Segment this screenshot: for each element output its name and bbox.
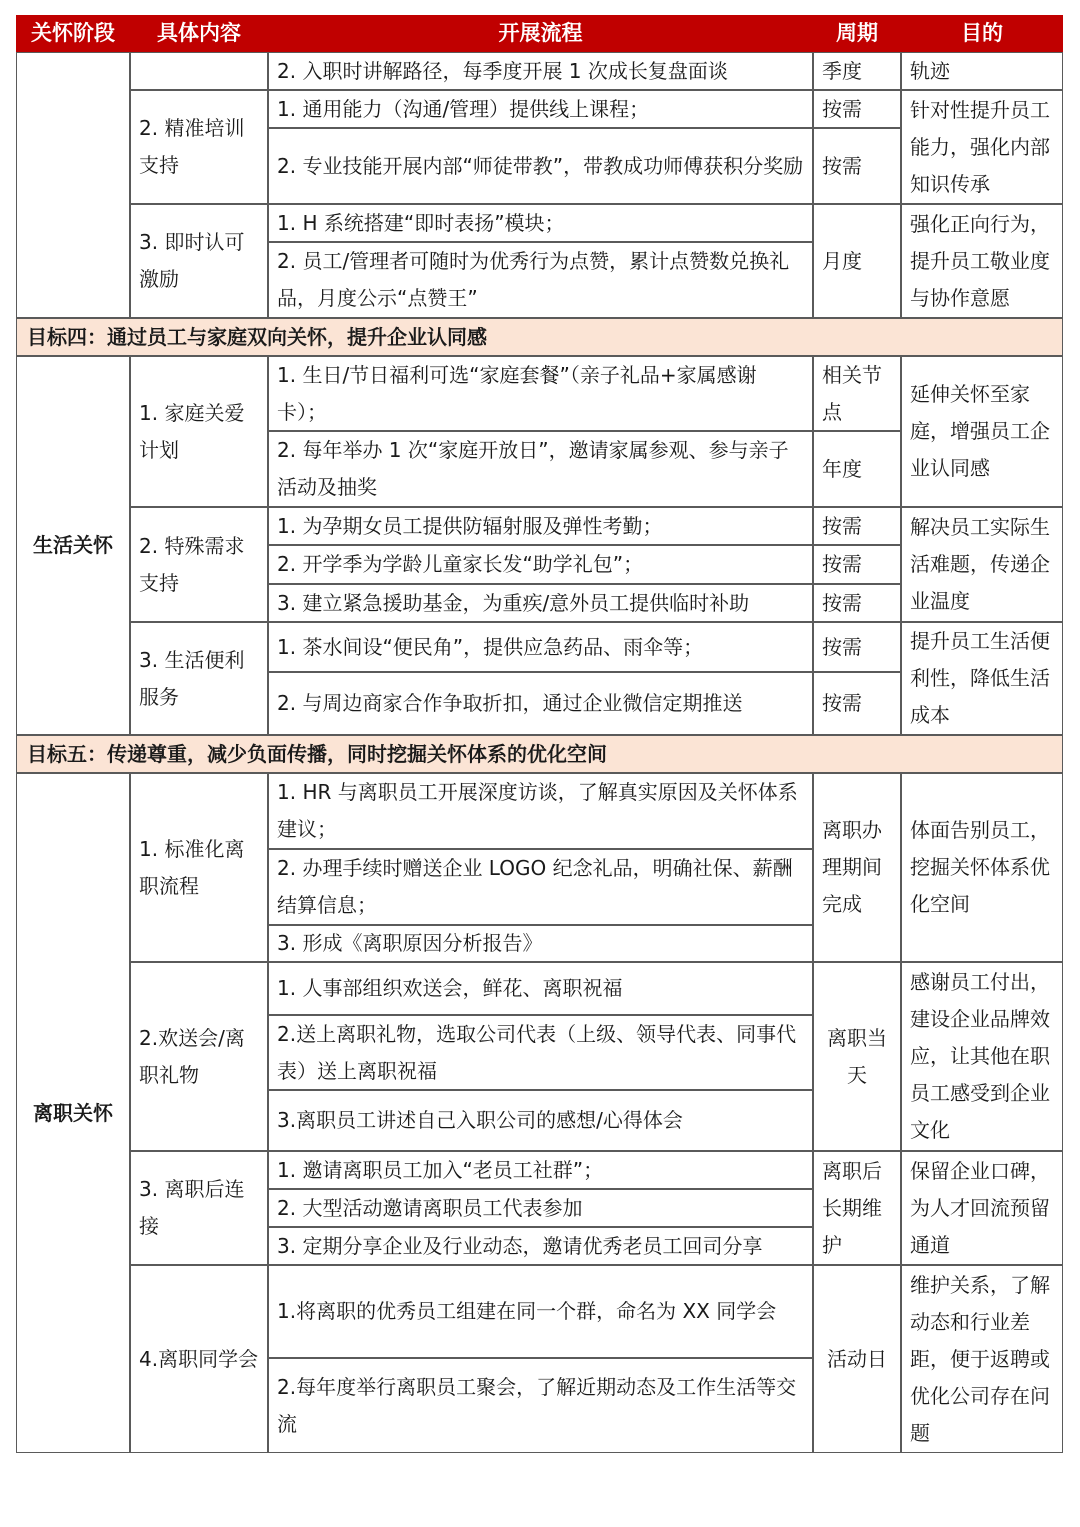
cycle-cell (813, 90, 901, 128)
purpose-text: 解决员工实际生活难题，传递企业温度 (910, 515, 1050, 613)
purpose-text: 轨迹 (910, 58, 950, 83)
content-cell (130, 773, 268, 962)
content-text: 2.欢送会/离职礼物 (139, 1025, 245, 1087)
process-text: 1. 通用能力（沟通/管理）提供线上课程； (277, 96, 650, 121)
process-cell (268, 1090, 813, 1151)
content-cell (130, 622, 268, 735)
process-cell (268, 584, 813, 622)
purpose-text: 针对性提升员工能力，强化内部知识传承 (910, 97, 1050, 196)
stage-life-care (16, 356, 130, 735)
content-text: 1. 家庭关爱计划 (139, 400, 245, 462)
goal-four-row (16, 318, 1063, 356)
cycle-cell (813, 1151, 901, 1265)
purpose-cell (901, 962, 1063, 1151)
purpose-text: 保留企业口碑，为人才回流预留通道 (910, 1158, 1050, 1257)
header-cycle-label: 周期 (836, 21, 878, 45)
content-text: 4.离职同学会 (139, 1346, 259, 1371)
header-stage (16, 15, 130, 52)
process-cell (268, 1358, 813, 1453)
process-text: 1.将离职的优秀员工组建在同一个群，命名为 XX 同学会 (277, 1299, 777, 1323)
header-process (268, 15, 813, 52)
process-text: 3. 建立紧急援助基金，为重疾/意外员工提供临时补助 (277, 590, 750, 615)
purpose-cell (901, 356, 1063, 507)
process-cell (268, 925, 813, 962)
cycle-cell (813, 584, 901, 622)
header-process-label: 开展流程 (498, 21, 583, 45)
cycle-text: 离职当天 (827, 1025, 887, 1087)
cycle-text: 活动日 (827, 1346, 887, 1371)
purpose-cell (901, 204, 1063, 318)
header-content (130, 15, 268, 52)
purpose-cell (901, 1151, 1063, 1265)
process-cell (268, 52, 813, 90)
process-cell (268, 672, 813, 735)
cycle-text: 离职办理期间完成 (822, 818, 882, 916)
process-text: 2.每年度举行离职员工聚会，了解近期动态及工作生活等交流 (277, 1374, 797, 1436)
cycle-cell (813, 507, 901, 545)
header-content-label: 具体内容 (157, 21, 241, 45)
process-cell (268, 204, 813, 242)
process-cell (268, 962, 813, 1015)
content-cell (130, 1265, 268, 1453)
goal-five-text: 目标五：传递尊重，减少负面传播，同时挖掘关怀体系的优化空间 (27, 741, 607, 766)
process-text: 1. H 系统搭建“即时表扬”模块； (277, 210, 565, 235)
cycle-text: 按需 (822, 590, 862, 615)
cycle-text: 按需 (822, 691, 862, 715)
content-text: 2. 精准培训支持 (139, 116, 245, 177)
process-cell (268, 1015, 813, 1090)
stage-cell-continued (16, 52, 130, 318)
cycle-cell (813, 52, 901, 90)
process-cell (268, 242, 813, 318)
stage-leave-care (16, 773, 130, 1453)
content-cell (130, 204, 268, 318)
content-text: 1. 标准化离职流程 (139, 836, 245, 898)
process-text: 1. 生日/节日福利可选“家庭套餐”（亲子礼品+家属感谢卡）； (277, 362, 757, 424)
cycle-text: 按需 (822, 96, 862, 121)
content-text: 3. 离职后连接 (139, 1177, 245, 1238)
process-cell (268, 545, 813, 584)
content-text: 3. 即时认可激励 (139, 230, 245, 291)
process-cell (268, 622, 813, 672)
cycle-text: 按需 (822, 634, 862, 659)
process-text: 2. 与周边商家合作争取折扣，通过企业微信定期推送 (277, 691, 743, 715)
purpose-text: 延伸关怀至家庭，增强员工企业认同感 (910, 382, 1050, 480)
process-cell (268, 773, 813, 849)
cycle-cell (813, 672, 901, 735)
purpose-cell (901, 90, 1063, 204)
purpose-cell (901, 622, 1063, 735)
content-cell (130, 507, 268, 622)
cycle-cell (813, 962, 901, 1151)
process-text: 1. HR 与离职员工开展深度访谈，了解真实原因及关怀体系建议； (277, 780, 798, 841)
cycle-cell (813, 1265, 901, 1453)
cycle-text: 季度 (822, 58, 862, 83)
cycle-text: 离职后长期维护 (822, 1158, 882, 1257)
cycle-text: 月度 (822, 248, 862, 273)
cycle-cell (813, 622, 901, 672)
header-cycle (813, 15, 901, 52)
process-cell (268, 128, 813, 204)
process-cell (268, 1189, 813, 1227)
cycle-cell (813, 431, 901, 507)
cycle-cell (813, 356, 901, 431)
header-purpose-label: 目的 (961, 21, 1003, 45)
cycle-cell (813, 128, 901, 204)
process-text: 2. 开学季为学龄儿童家长发“助学礼包”； (277, 552, 644, 576)
purpose-text: 强化正向行为，提升员工敬业度与协作意愿 (910, 211, 1050, 310)
header-stage-label: 关怀阶段 (31, 21, 115, 45)
cycle-text: 年度 (822, 456, 862, 481)
process-text: 3.离职员工讲述自己入职公司的感想/心得体会 (277, 1108, 683, 1132)
process-cell (268, 431, 813, 507)
process-text: 2. 入职时讲解路径，每季度开展 1 次成长复盘面谈 (277, 58, 728, 83)
process-cell (268, 849, 813, 925)
content-cell (130, 90, 268, 204)
content-text: 2. 特殊需求支持 (139, 533, 245, 595)
process-text: 1. 茶水间设“便民角”，提供应急药品、雨伞等； (277, 634, 704, 659)
purpose-text: 感谢员工付出，建设企业品牌效应，让其他在职员工感受到企业文化 (910, 970, 1050, 1142)
process-cell (268, 507, 813, 545)
content-cell (130, 962, 268, 1151)
purpose-cell (901, 1265, 1063, 1453)
stage-life-care-label: 生活关怀 (33, 533, 113, 557)
process-text: 1. 为孕期女员工提供防辐射服及弹性考勤； (277, 513, 663, 538)
process-text: 2. 员工/管理者可随时为优秀行为点赞，累计点赞数兑换礼品，月度公示“点赞王” (277, 249, 790, 310)
process-text: 3. 形成《离职原因分析报告》 (277, 931, 543, 955)
cycle-text: 按需 (822, 552, 862, 576)
header-purpose (901, 15, 1063, 52)
process-cell (268, 1151, 813, 1189)
purpose-cell (901, 507, 1063, 622)
cycle-text: 按需 (822, 153, 862, 178)
process-text: 2. 大型活动邀请离职员工代表参加 (277, 1195, 583, 1220)
goal-four-text: 目标四：通过员工与家庭双向关怀，提升企业认同感 (27, 324, 487, 349)
purpose-text: 体面告别员工，挖掘关怀体系优化空间 (910, 818, 1050, 916)
content-cell (130, 1151, 268, 1265)
process-text: 3. 定期分享企业及行业动态，邀请优秀老员工回司分享 (277, 1233, 763, 1258)
process-cell (268, 1265, 813, 1358)
process-text: 2. 专业技能开展内部“师徒带教”，带教成功师傅获积分奖励 (277, 153, 804, 178)
cycle-cell (813, 773, 901, 962)
goal-five-row (16, 735, 1063, 773)
process-text: 1. 人事部组织欢送会，鲜花、离职祝福 (277, 976, 623, 1000)
process-text: 2.送上离职礼物，选取公司代表（上级、领导代表、同事代表）送上离职祝福 (277, 1021, 797, 1083)
process-text: 2. 办理手续时赠送企业 LOGO 纪念礼品，明确社保、薪酬结算信息； (277, 856, 793, 917)
purpose-cell (901, 773, 1063, 962)
purpose-text: 维护关系，了解动态和行业差距，便于返聘或优化公司存在问题 (910, 1272, 1050, 1445)
process-text: 2. 每年举办 1 次“家庭开放日”，邀请家属参观、参与亲子活动及抽奖 (277, 438, 789, 499)
purpose-text: 提升员工生活便利性，降低生活成本 (910, 629, 1050, 727)
process-cell (268, 90, 813, 128)
process-text: 1. 邀请离职员工加入“老员工社群”； (277, 1157, 604, 1182)
content-cell-continued (130, 52, 268, 90)
stage-leave-care-label: 离职关怀 (33, 1100, 113, 1125)
cycle-text: 相关节点 (822, 362, 882, 424)
purpose-cell (901, 52, 1063, 90)
cycle-text: 按需 (822, 513, 862, 538)
cycle-cell (813, 545, 901, 584)
process-cell (268, 356, 813, 431)
content-text: 3. 生活便利服务 (139, 647, 245, 709)
process-cell (268, 1227, 813, 1265)
cycle-cell (813, 204, 901, 318)
content-cell (130, 356, 268, 507)
